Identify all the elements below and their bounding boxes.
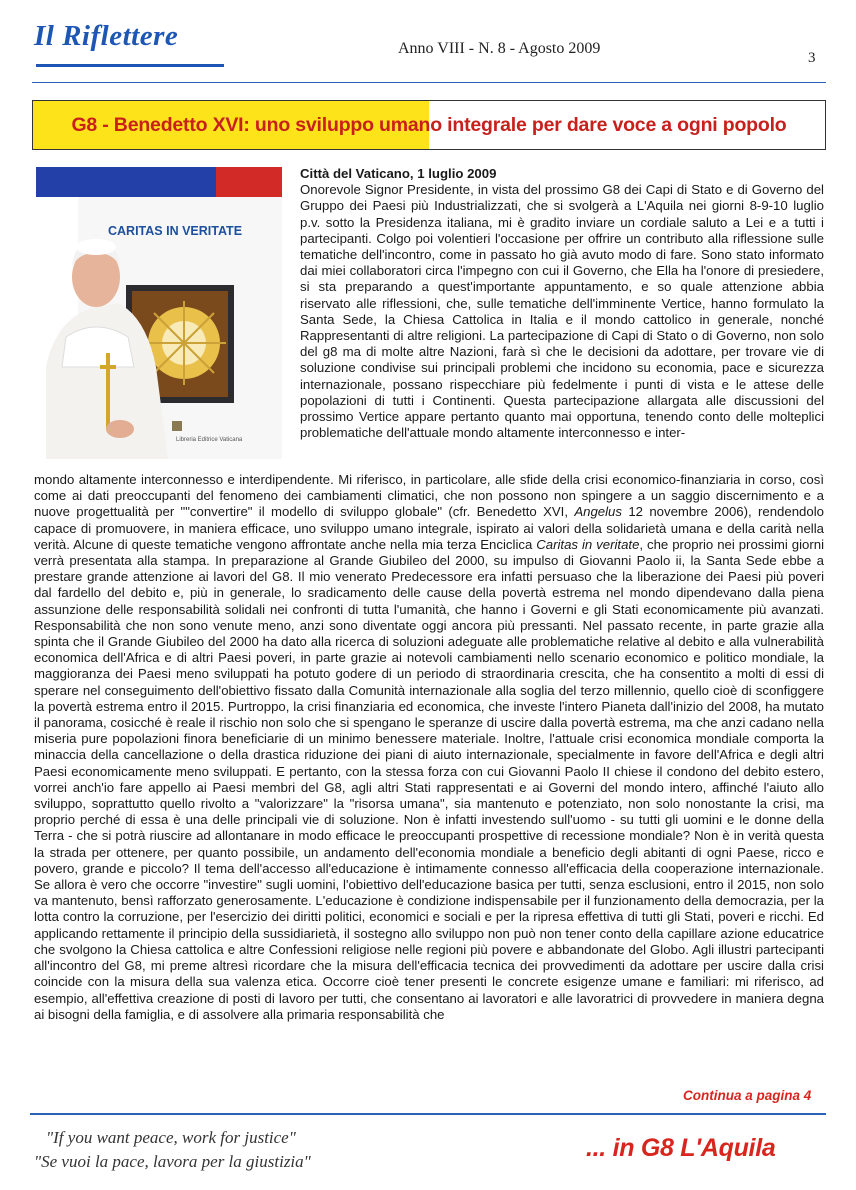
article-dateline: Città del Vaticano, 1 luglio 2009 (300, 166, 497, 181)
issue-info: Anno VIII - N. 8 - Agosto 2009 (398, 40, 601, 57)
cover-publisher: Libreria Editrice Vaticana (176, 437, 243, 443)
page-number: 3 (808, 50, 816, 66)
book-cover-image (36, 167, 282, 459)
header-divider (32, 82, 826, 83)
article-body-part3: , che proprio nei prossimi giorni verrà presentata alla stampa. In preparazione al Grande Giubileo del 2000, su impulso di Giovanni Paolo ii, la Santa Sede ebbe a prestare grande attenzione ai lavori del G8. Il mio venerato Predecessore era infatti persuaso che la liberazione dei Paesi più poveri dal fardello del debito e, più in generale, lo sradicamento delle cause della povertà estrema nel mondo dipendevano dalla piena assunzione delle responsabilità solidali nei confronti di tutta l'umanità, che hanno i Governi e gli Stati economicamente più avanzati. Responsabilità che non sono venute meno, anzi sono diventate oggi ancora più pressanti. Nel passato recente, in parte grazie alla spinta che il Grande Giubileo del 2000 ha dato alla ricerca di soluzioni adeguate alle problematiche relative al debito e alla vulnerabilità economica dell'Africa e di altri Paesi poveri, in parte grazie ai notevoli cambiamenti nello scenario economico e politico mondiale, la maggioranza dei Paesi meno sviluppati ha potuto godere di un periodo di straordinaria crescita, che ha consentito a molti di essi di sperare nel conseguimento dell'obiettivo fissato dalla Comunità internazionale alla soglia del terzo millennio, quello cioè di sconfiggere la povertà estrema entro il 2015. Purtroppo, la crisi finanziaria ed economica, che investe l'intero Pianeta dall'inizio del 2008, ha mutato il panorama, cosicché è reale il rischio non solo che si spengano le speranze di uscire dalla povertà estrema, ma che anzi cadano nella miseria pure popolazioni finora beneficiarie di un minimo benessere materiale. Inoltre, l'attuale crisi economica mondiale comporta la minaccia della cancellazione o della drastica riduzione dei piani di aiuto internazionale, specialmente in favore dell'Africa e degli altri Paesi economicamente meno sviluppati. E pertanto, con la stessa forza con cui Giovanni Paolo II chiese il condono del debito estero, vorrei anch'io fare appello ai Paesi membri del G8, agli altri Stati rappresentati e ai Governi del mondo intero, affinché l'aiuto allo sviluppo, soprattutto quello rivolto a "valorizzare" la "risorsa umana", sia mantenuto e potenziato, non solo nonostante la crisi, ma proprio perché di essa è una delle principali vie di soluzione. Non è infatti investendo sull'uomo - su tutti gli uomini e le donne della Terra - che si potrà riuscire ad allontanare in modo efficace le preoccupanti prospettive di recessione mondiale? Non è in verità questa la strada per ottenere, per quanto possibile, un andamento dell'economia mondiale a beneficio degli abitanti di ogni Paese, ricco e povero, grande e piccolo? Il tema dell'accesso all'educazione è intimamente connesso all'efficacia della cooperazione internazionale. Se allora è vero che occorre "investire" sugli uomini, l'obiettivo dell'educazione basica per tutti, senza esclusioni, entro il 2015, non solo va mantenuto, bensì rafforzato generosamente. L'educazione è condizione indispensabile per il funzionamento della democrazia, per la lotta contro la corruzione, per l'esercizio dei diritti politici, economici e sociali e per la ripresa effettiva di tutti gli Stati, poveri e ricchi. Ed applicando rettamente il principio della sussidiarietà, il sostegno allo sviluppo non può non tener conto della capillare azione educatrice che svolgono la Chiesa cattolica e altre Confessioni religiose nelle regioni più povere e abbandonate del Globo. Agli illustri partecipanti all'incontro del G8, mi preme altresì ricordare che la misura dell'efficacia tecnica dei provvedimenti da adottare per uscire dalla crisi coincide con la misura della sua valenza etica. Occorre cioè tener presenti le concrete esigenze umane e familiari: mi riferisco, ad esempio, all'effettiva creazione di posti di lavoro per tutti, che consentano ai lavoratori e alle lavoratrici di provvedere in maniera degna ai bisogni della famiglia, e di assolvere alla primaria responsabilità che (34, 536, 825, 1022)
encyclical-title: Caritas in veritate (536, 536, 640, 552)
article-body (34, 472, 824, 1023)
article-body-part1: mondo altamente interconnesso e interdipendente. Mi riferisco, in particolare, alle sfide della crisi economico-finanziaria in corso, così come ai dati preoccupanti del fenomeno dei cambiamenti climatici, che non possono non spingere a un saggio discernimento e a nuove progettualità per ""convertire" il modello di sviluppo globale" (cfr. Benedetto XVI, (34, 472, 824, 520)
article-title-box (32, 100, 826, 150)
pope-portrait-illustration (36, 167, 282, 459)
logo-underline (36, 64, 224, 67)
newspaper-logo: Il Riflettere (34, 20, 179, 52)
footer-divider (30, 1113, 826, 1115)
footer-quote-english: "If you want peace, work for justice" (46, 1128, 296, 1147)
masthead (34, 14, 234, 72)
article-title: G8 - Benedetto XVI: uno sviluppo umano integrale per dare voce a ogni popolo (71, 113, 787, 136)
article-intro-text: Onorevole Signor Presidente, in vista del prossimo G8 dei Capi di Stato e di Governo del Gruppo dei Paesi più Industrializzati, che si svolgerà a L'Aquila nei giorni 8-9-10 luglio p.v. sotto la Presidenza italiana, mi è gradito inviare un cordiale saluto a Lei e a tutti i partecipanti. Colgo poi volentieri l'occasione per offrire un contributo alla riflessione sulle tematiche dell'incontro, come in passato ho già avuto modo di fare. Sono stato informato dai miei collaboratori circa l'impegno con cui il Governo, che Ella ha l'onore di presiedere, si sta preparando a quest'importante appuntamento, e so quale attenzione abbia riservato alle riflessioni, che, sulle tematiche dell'imminente Vertice, hanno formulato la Santa Sede, la Chiesa Cattolica in Italia e il mondo cattolico in generale, nonché Rappresentanti di altre religioni. La partecipazione di Capi di Stato o di Governo, non solo del g8 ma di molte altre Nazioni, farà sì che le decisioni da adottare, per trovare vie di soluzione condivise sui principali problemi che incidono su economia, pace e sicurezza internazionale, possano rispecchiare più fedelmente i punti di vista e le attese delle popolazioni di tutti i Continenti. Questa partecipazione allargata alle discussioni del prossimo Vertice appare pertanto quanto mai opportuna, tenendo conto delle molteplici problematiche dell'attuale mondo altamente interconnesso e inter- (300, 182, 824, 441)
angelus-reference: Angelus (574, 504, 622, 520)
article-intro-column (300, 166, 824, 441)
continue-link[interactable]: Continua a pagina 4 (683, 1088, 812, 1103)
cover-title: CARITAS IN VERITATE (108, 224, 243, 238)
footer-quote-italian: "Se vuoi la pace, lavora per la giustizia" (34, 1152, 311, 1171)
footer-slogan: ... in G8 L'Aquila (586, 1134, 776, 1162)
article-body-part2: 12 novembre 2006), rendendolo capace di promuovere, in maniera efficace, uno sviluppo umano integrale, ispirato ai valori della solidarietà umana e della carità nella verità. Alcune di queste tematiche vengono affrontate anche nella mia terza Enciclica (34, 504, 824, 552)
